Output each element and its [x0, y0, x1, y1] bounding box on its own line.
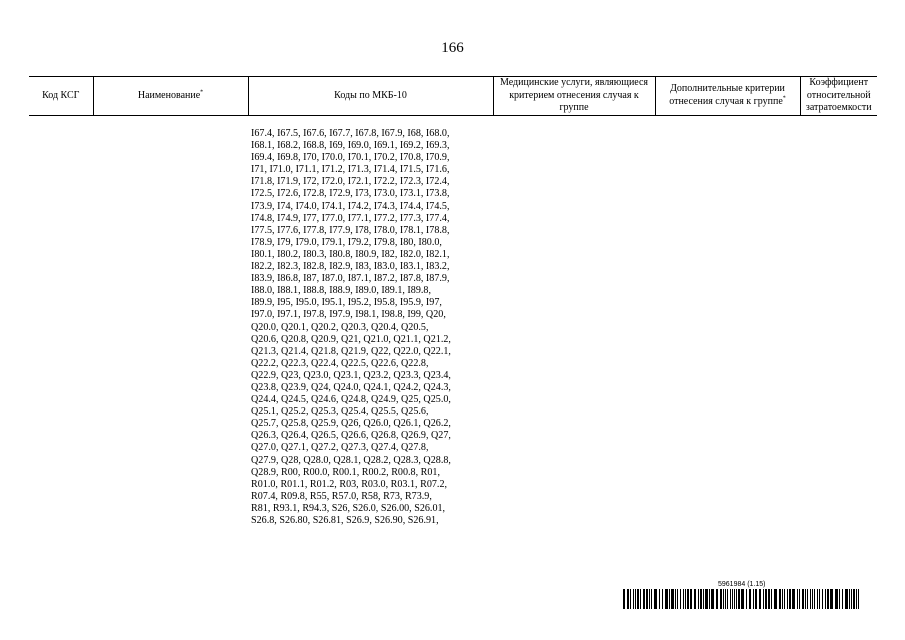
icd10-codes-line: I67.4, I67.5, I67.6, I67.7, I67.8, I67.9, I68, I68.0,	[251, 128, 450, 139]
header-ksg-code: Код КСГ	[29, 77, 93, 116]
header-medical-services: Медицинские услуги, являющиеся критерием отнесения случая к группе	[493, 77, 655, 116]
icd10-codes-line: I88.0, I88.1, I88.8, I88.9, I89.0, I89.1, I89.8,	[251, 285, 431, 297]
barcode-id: 5961984 (1.15)	[718, 581, 766, 588]
header-additional-criteria: Дополнительные критерии отнесения случая к группе*	[655, 77, 800, 116]
icd10-codes-line: Q25.7, Q25.8, Q25.9, Q26, Q26.0, Q26.1, Q26.2,	[251, 418, 451, 430]
icd10-codes-line: I72.5, I72.6, I72.8, I72.9, I73, I73.0, I73.1, I73.8,	[251, 188, 450, 200]
icd10-codes-line: Q23.8, Q23.9, Q24, Q24.0, Q24.1, Q24.2, Q24.3,	[251, 381, 451, 393]
icd10-codes-line: I82.2, I82.3, I82.8, I82.9, I83, I83.0, I83.1, I83.2,	[251, 261, 450, 273]
icd10-codes-line: I89.9, I95, I95.0, I95.1, I95.2, I95.8, I95.9, I97,	[251, 297, 442, 309]
icd10-codes-line: R01.0, R01.1, R01.2, R03, R03.0, R03.1, R07.2,	[251, 478, 448, 490]
footnote-mark: *	[200, 89, 204, 96]
page-number: 166	[441, 40, 464, 56]
header-icd10-codes: Коды по МКБ-10	[248, 77, 493, 116]
table-header-row	[29, 77, 877, 116]
icd10-codes-line: I68.1, I68.2, I68.8, I69, I69.0, I69.1, I69.2, I69.3,	[251, 140, 450, 152]
icd10-codes-line: Q26.3, Q26.4, Q26.5, Q26.6, Q26.8, Q26.9, Q27,	[251, 430, 451, 442]
barcode	[623, 589, 861, 609]
icd10-codes-cell	[251, 128, 491, 527]
icd10-codes-line: Q22.9, Q23, Q23.0, Q23.1, Q23.2, Q23.3, Q23.4,	[251, 369, 451, 381]
header-cost-coefficient: Коэффициент относительной затратоемкости	[800, 77, 877, 116]
icd10-codes-line: I97.0, I97.1, I97.8, I97.9, I98.1, I98.8, I99, Q20,	[251, 309, 446, 321]
icd10-codes-line: Q27.9, Q28, Q28.0, Q28.1, Q28.2, Q28.3, Q28.8,	[251, 454, 451, 466]
footnote-mark: *	[782, 95, 786, 102]
icd10-codes-line: Q20.6, Q20.8, Q20.9, Q21, Q21.0, Q21.1, Q21.2,	[251, 333, 451, 345]
icd10-codes-line: I73.9, I74, I74.0, I74.1, I74.2, I74.3, I74.4, I74.5,	[251, 200, 450, 212]
icd10-codes-line: I78.9, I79, I79.0, I79.1, I79.2, I79.8, I80, I80.0,	[251, 236, 442, 248]
header-name: Наименование*	[93, 77, 248, 116]
ksg-table	[29, 76, 877, 116]
icd10-codes-line: Q28.9, R00, R00.0, R00.1, R00.2, R00.8, R01,	[251, 466, 440, 478]
icd10-codes-line: R07.4, R09.8, R55, R57.0, R58, R73, R73.9,	[251, 490, 432, 502]
icd10-codes-line: I77.5, I77.6, I77.8, I77.9, I78, I78.0, I78.1, I78.8,	[251, 224, 450, 236]
icd10-codes-line: Q24.4, Q24.5, Q24.6, Q24.8, Q24.9, Q25, Q25.0,	[251, 394, 451, 406]
icd10-codes-line: S26.8, S26.80, S26.81, S26.9, S26.90, S26.91,	[251, 515, 439, 526]
icd10-codes-line: Q27.0, Q27.1, Q27.2, Q27.3, Q27.4, Q27.8,	[251, 442, 429, 454]
icd10-codes-line: I83.9, I86.8, I87, I87.0, I87.1, I87.2, I87.8, I87.9,	[251, 273, 450, 285]
icd10-codes-line: Q25.1, Q25.2, Q25.3, Q25.4, Q25.5, Q25.6,	[251, 406, 429, 418]
icd10-codes-line: R81, R93.1, R94.3, S26, S26.0, S26.00, S26.01,	[251, 502, 446, 514]
icd10-codes-line: I71.8, I71.9, I72, I72.0, I72.1, I72.2, I72.3, I72.4,	[251, 176, 450, 188]
icd10-codes-line: I80.1, I80.2, I80.3, I80.8, I80.9, I82, I82.0, I82.1,	[251, 248, 450, 260]
icd10-codes-line: Q20.0, Q20.1, Q20.2, Q20.3, Q20.4, Q20.5,	[251, 321, 429, 333]
icd10-codes-line: I74.8, I74.9, I77, I77.0, I77.1, I77.2, I77.3, I77.4,	[251, 212, 450, 224]
icd10-codes-line: Q21.3, Q21.4, Q21.8, Q21.9, Q22, Q22.0, Q22.1,	[251, 345, 451, 357]
icd10-codes-line: Q22.2, Q22.3, Q22.4, Q22.5, Q22.6, Q22.8,	[251, 357, 429, 369]
icd10-codes-line: I71, I71.0, I71.1, I71.2, I71.3, I71.4, I71.5, I71.6,	[251, 164, 450, 176]
icd10-codes-line: I69.4, I69.8, I70, I70.0, I70.1, I70.2, I70.8, I70.9,	[251, 152, 450, 164]
